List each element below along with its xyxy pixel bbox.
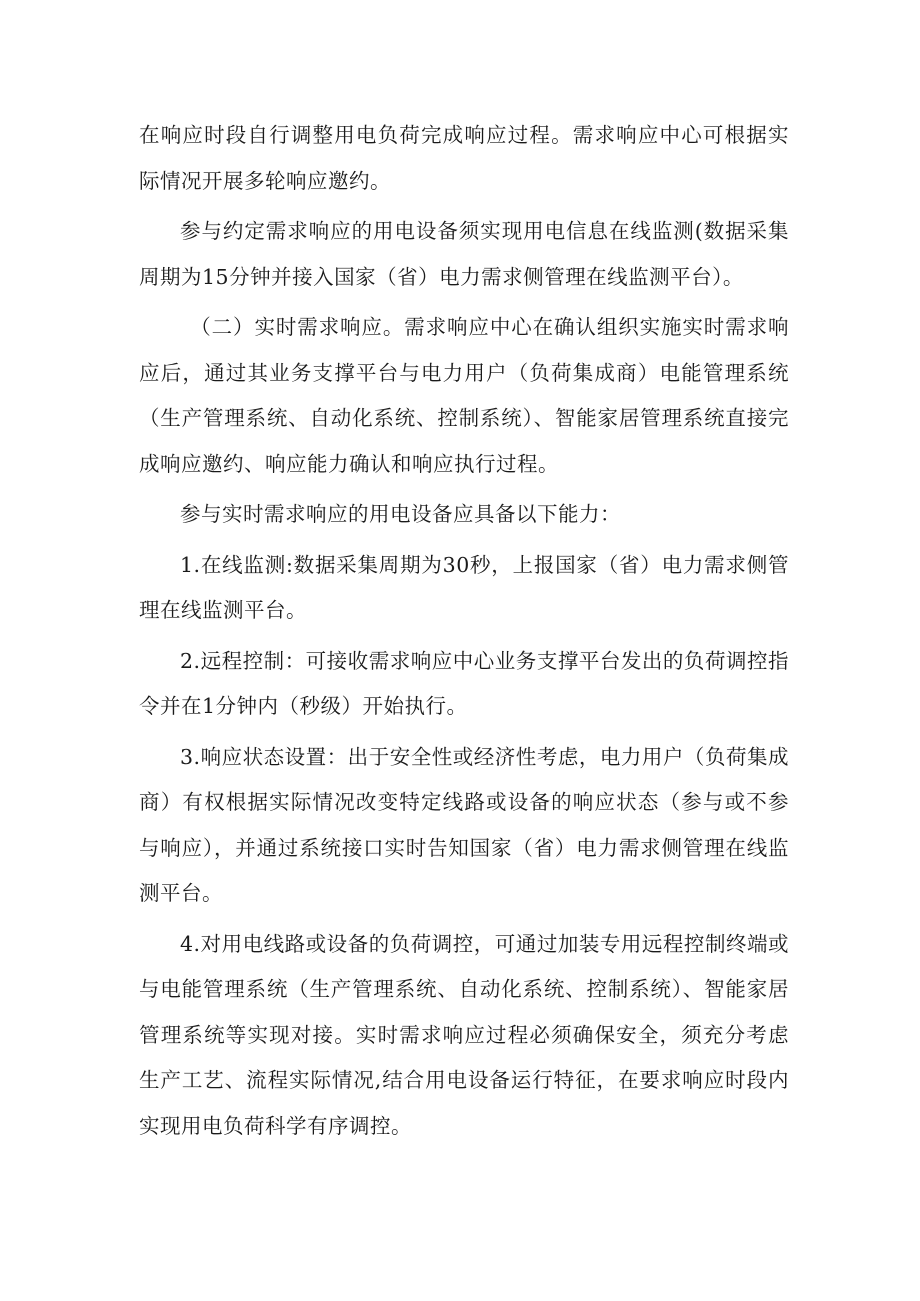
list-item-load-control: 4.对用电线路或设备的负荷调控，可通过加装专用远程控制终端或与电能管理系统（生产管理系统、自动化系统、控制系统）、智能家居管理系统等实现对接。实时需求响应过程必须确保安全，须充分考虑生产工艺、流程实际情况,结合用电设备运行特征，在要求响应时段内实现用电负荷科学有序调控。 xyxy=(139,931,789,1138)
paragraph-agreed-response-monitoring: 参与约定需求响应的用电设备须实现用电信息在线监测(数据采集周期为15分钟并接入国家（省）电力需求侧管理在线监测平台）。 xyxy=(139,219,789,289)
document-body xyxy=(139,113,789,1154)
paragraph-capabilities-intro: 参与实时需求响应的用电设备应具备以下能力： xyxy=(180,502,621,526)
paragraph-response-period: 在响应时段自行调整用电负荷完成响应过程。需求响应中心可根据实际情况开展多轮响应邀约。 xyxy=(139,123,789,193)
paragraph-realtime-response: （二）实时需求响应。需求响应中心在确认组织实施实时需求响应后，通过其业务支撑平台与电力用户（负荷集成商）电能管理系统（生产管理系统、自动化系统、控制系统）、智能家居管理系统直接完成响应邀约、响应能力确认和响应执行过程。 xyxy=(139,315,789,476)
list-item-response-state: 3.响应状态设置：出于安全性或经济性考虑，电力用户（负荷集成商）有权根据实际情况改变特定线路或设备的响应状态（参与或不参与响应），并通过系统接口实时告知国家（省）电力需求侧管理在线监测平台。 xyxy=(139,744,789,905)
list-item-remote-control: 2.远程控制：可接收需求响应中心业务支撑平台发出的负荷调控指令并在1分钟内（秒级）开始执行。 xyxy=(139,648,789,718)
list-item-online-monitoring: 1.在线监测:数据采集周期为30秒，上报国家（省）电力需求侧管理在线监测平台。 xyxy=(139,552,789,622)
